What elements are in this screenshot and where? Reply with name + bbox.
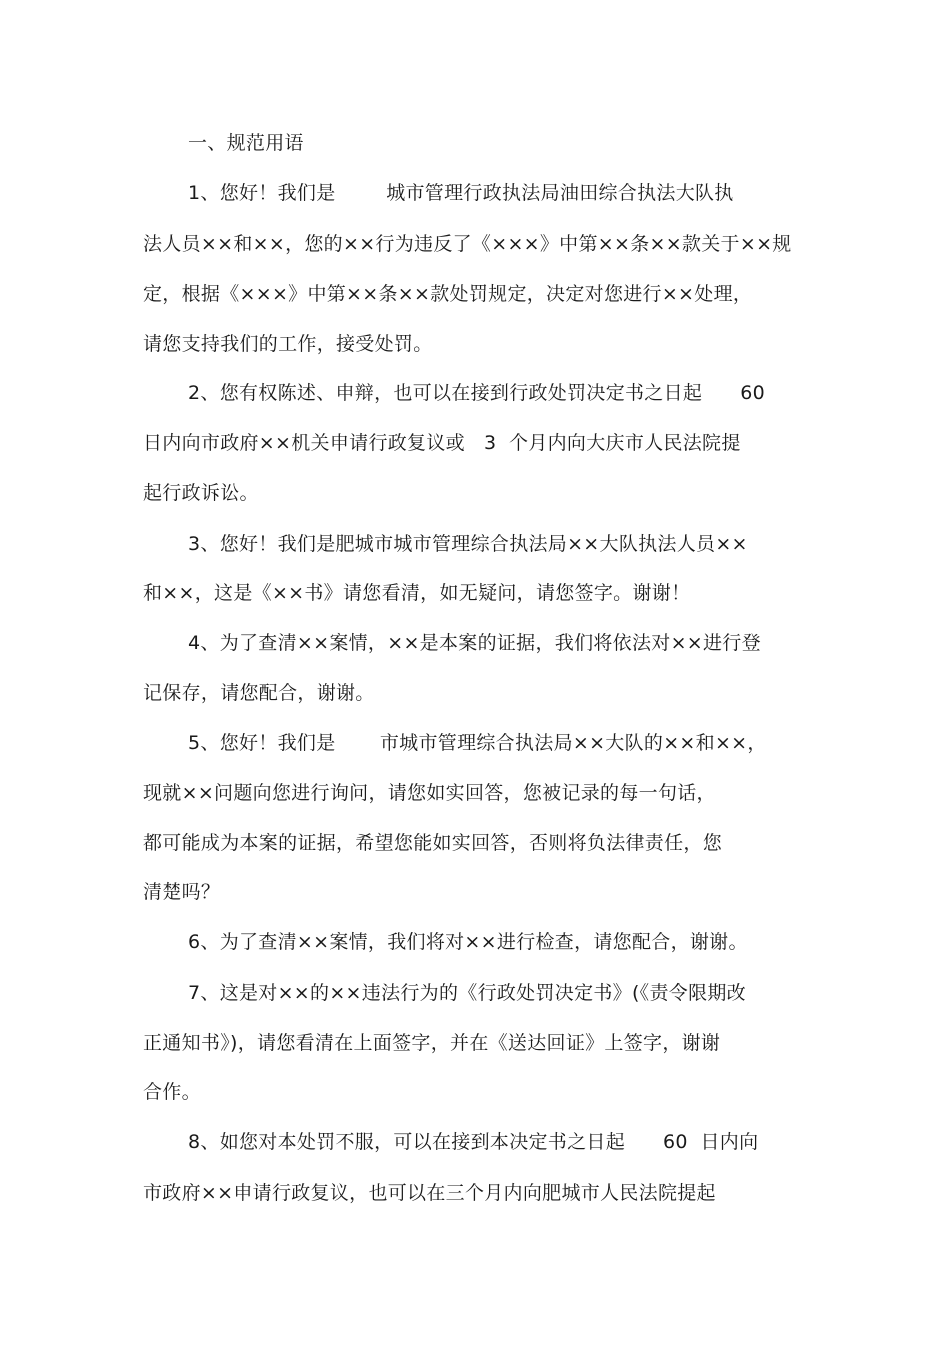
paragraph-line: 市政府××申请行政复议，也可以在三个月内向肥城市人民法院提起	[143, 1182, 716, 1204]
paragraph-line: 3、您好！我们是肥城市城市管理综合执法局××大队执法人员××	[188, 533, 748, 555]
paragraph-line: 1、您好！我们是 城市管理行政执法局油田综合执法大队执	[188, 182, 734, 204]
paragraph-line: 5、您好！我们是 市城市管理综合执法局××大队的××和××，	[188, 732, 767, 754]
paragraph-line: 和××，这是《××书》请您看清，如无疑问，请您签字。谢谢！	[143, 582, 691, 604]
paragraph-line: 现就××问题向您进行询问，请您如实回答，您被记录的每一句话，	[143, 782, 716, 804]
paragraph-line: 8、如您对本处罚不服，可以在接到本决定书之日起 60 日内向	[188, 1131, 759, 1153]
paragraph-line: 6、为了查清××案情，我们将对××进行检查，请您配合，谢谢。	[188, 931, 748, 953]
paragraph-line: 7、这是对××的××违法行为的《行政处罚决定书》(《责令限期改	[188, 982, 746, 1004]
paragraph-line: 4、为了查清××案情，××是本案的证据，我们将依法对××进行登	[188, 632, 761, 654]
paragraph-line: 正通知书》)，请您看清在上面签字，并在《送达回证》上签字，谢谢	[143, 1032, 721, 1054]
paragraph-line: 起行政诉讼。	[143, 482, 259, 504]
paragraph-line: 2、您有权陈述、申辩，也可以在接到行政处罚决定书之日起 60	[188, 382, 766, 404]
paragraph-line: 合作。	[143, 1081, 201, 1103]
paragraph-line: 日内向市政府××机关申请行政复议或 3 个月内向大庆市人民法院提	[143, 432, 741, 454]
paragraph-line: 请您支持我们的工作，接受处罚。	[143, 333, 433, 355]
paragraph-line: 记保存，请您配合，谢谢。	[143, 682, 375, 704]
paragraph-line: 清楚吗？	[143, 881, 221, 903]
section-heading: 一、规范用语	[188, 132, 304, 154]
paragraph-line: 都可能成为本案的证据，希望您能如实回答，否则将负法律责任，您	[143, 832, 723, 854]
paragraph-line: 定，根据《×××》中第××条××款处罚规定，决定对您进行××处理，	[143, 283, 753, 305]
paragraph-line: 法人员××和××，您的××行为违反了《×××》中第××条××款关于××规	[143, 233, 792, 255]
